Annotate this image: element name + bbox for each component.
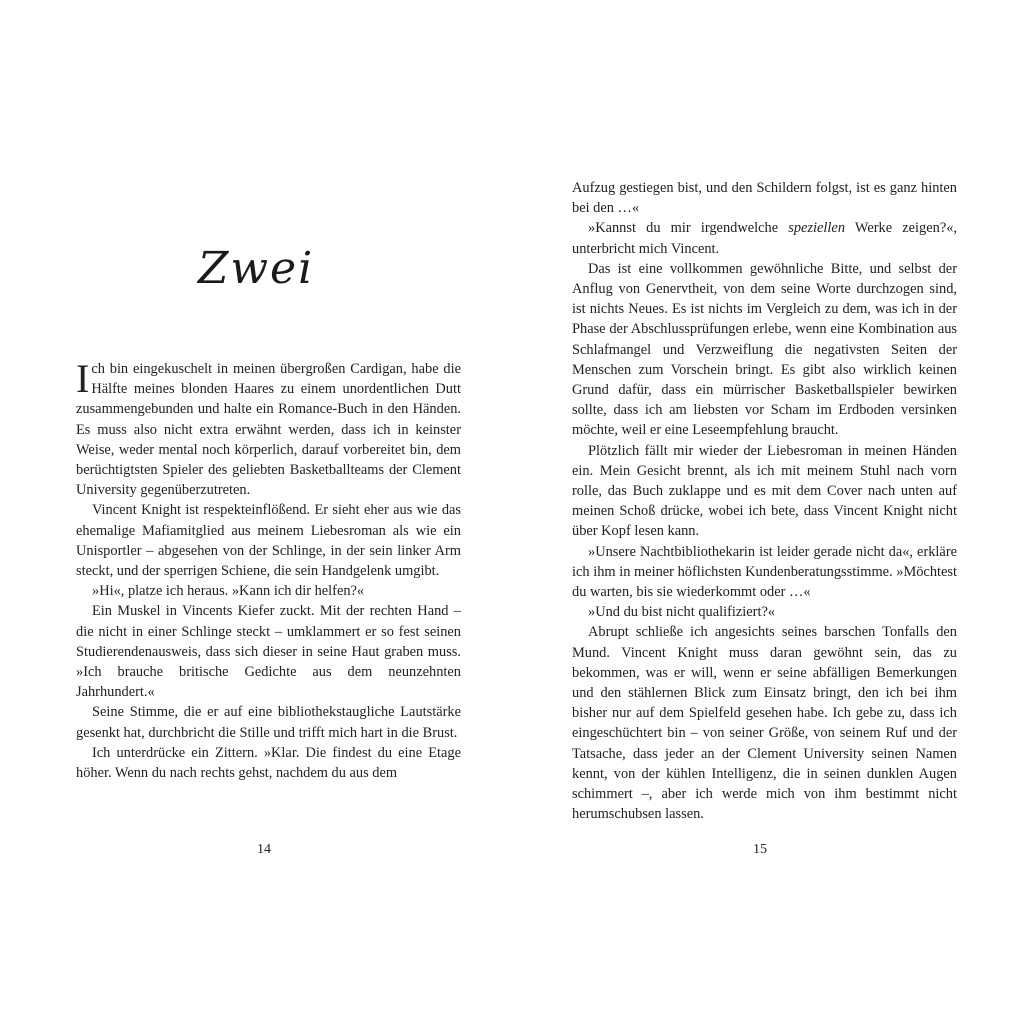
paragraph: »Kannst du mir irgendwelche speziellen Werke zeigen?«, unterbricht mich Vincent. [572,220,958,257]
paragraph: »Hi«, platze ich heraus. »Kann ich dir helfen?« [92,583,365,600]
right-page [512,0,1024,1024]
paragraph-text: ch bin eingekuschelt in meinen übergroßen Cardigan, habe die Hälfte meines blonden Haares zu einem unordentlichen Dutt zusammengebunden und halte ein Romance-Buch in den Händen. Es muss also nicht extra erwähnt werden, dass ich in keinster Weise, weder mental noch körperlich, darauf vorbereitet bin, dem berüchtigtsten Spieler des geliebten Basketballteams der Clement University gegenüberzutreten. [76,361,461,499]
page-number: 15 [753,842,767,857]
drop-cap: I [76,356,90,401]
paragraph: Ich unterdrücke ein Zittern. »Klar. Die findest du eine Etage höher. Wenn du nach rechts gehst, nachdem du aus dem [76,744,461,782]
paragraph: Abrupt schließe ich angesichts seines barschen Tonfalls den Mund. Vincent Knight muss daran gewöhnt sein, das zu bekommen, was er will, wenn er seine abfälligen Bemerkungen und den stählernen Blick zum Einsatz bringt, den ich bei ihm bisher nur auf dem Spielfeld gesehen habe. Ich gebe zu, dass ich eingeschüchtert bin – von seiner Größe, von seinem Ruf und der Tatsache, dass jeder an der Clement University seinen Namen kennt, von der kühlen Intelligenz, die in seinen dunklen Augen schimmert –, aber ich werde mich von ihm bestimmt nicht herumschubsen lassen. [572,624,957,823]
paragraph: Plötzlich fällt mir wieder der Liebesroman in meinen Händen ein. Mein Gesicht brennt, als ich mit meinem Stuhl nach vorn rolle, das Buch zuklappe und es mit dem Cover nach unten auf meinen Schoß drücke, wobei ich bete, dass Vincent Knight nicht über Kopf lesen kann. [572,442,957,540]
paragraph: Vincent Knight ist respekteinflößend. Er sieht eher aus wie das ehemalige Mafiamitglied aus meinem Liebesroman als wie ein Unisportler – abgesehen von der Schlinge, in der sein linker Arm steckt, und der sperrigen Schiene, die sein Handgelenk umgibt. [76,502,461,580]
left-page-text [76,356,461,783]
paragraph: Das ist eine vollkommen gewöhnliche Bitte, und selbst der Anflug von Genervtheit, von dem seine Worte durchzogen sind, ist nichts Neues. Es ist nichts im Vergleich zu dem, was ich in der Phase der Abschlussprüfungen erlebe, wenn eine Kombination aus Schlafmangel und Verzweiflung die negativsten Seiten der Menschen zum Vorschein bringt. Es gibt also wirklich keinen Grund dafür, dass ein mürrischer Basketballspieler bewirken sollte, dass ich am liebsten vor Scham im Erdboden versinken möchte, weil er eine Leseempfehlung braucht. [572,260,957,439]
paragraph: Ein Muskel in Vincents Kiefer zuckt. Mit der rechten Hand – die nicht in einer Schlinge steckt – umklammert er so fest seinen Studierendenausweis, dass sich dieser in seine Haut graben muss. »Ich brauche britische Gedichte aus dem neunzehnten Jahrhundert.« [76,603,461,701]
paragraph [76,356,461,500]
paragraph: Seine Stimme, die er auf eine bibliothekstaugliche Lautstärke gesenkt hat, durchbricht die Stille und trifft mich hart in die Brust. [76,704,461,741]
right-page-text [572,178,957,825]
paragraph: »Und du bist nicht qualifiziert?« [588,604,776,621]
emphasis: speziellen [788,220,846,237]
paragraph: »Unsere Nachtbibliothekarin ist leider gerade nicht da«, erkläre ich ihm in meiner höflichsten Kundenberatungsstimme. »Möchtest du warten, bis sie wiederkommt oder …« [572,543,957,601]
page-number: 14 [257,842,271,857]
chapter-title: Zwei [197,243,315,294]
paragraph: Aufzug gestiegen bist, und den Schildern folgst, ist es ganz hinten bei den …« [572,180,957,217]
